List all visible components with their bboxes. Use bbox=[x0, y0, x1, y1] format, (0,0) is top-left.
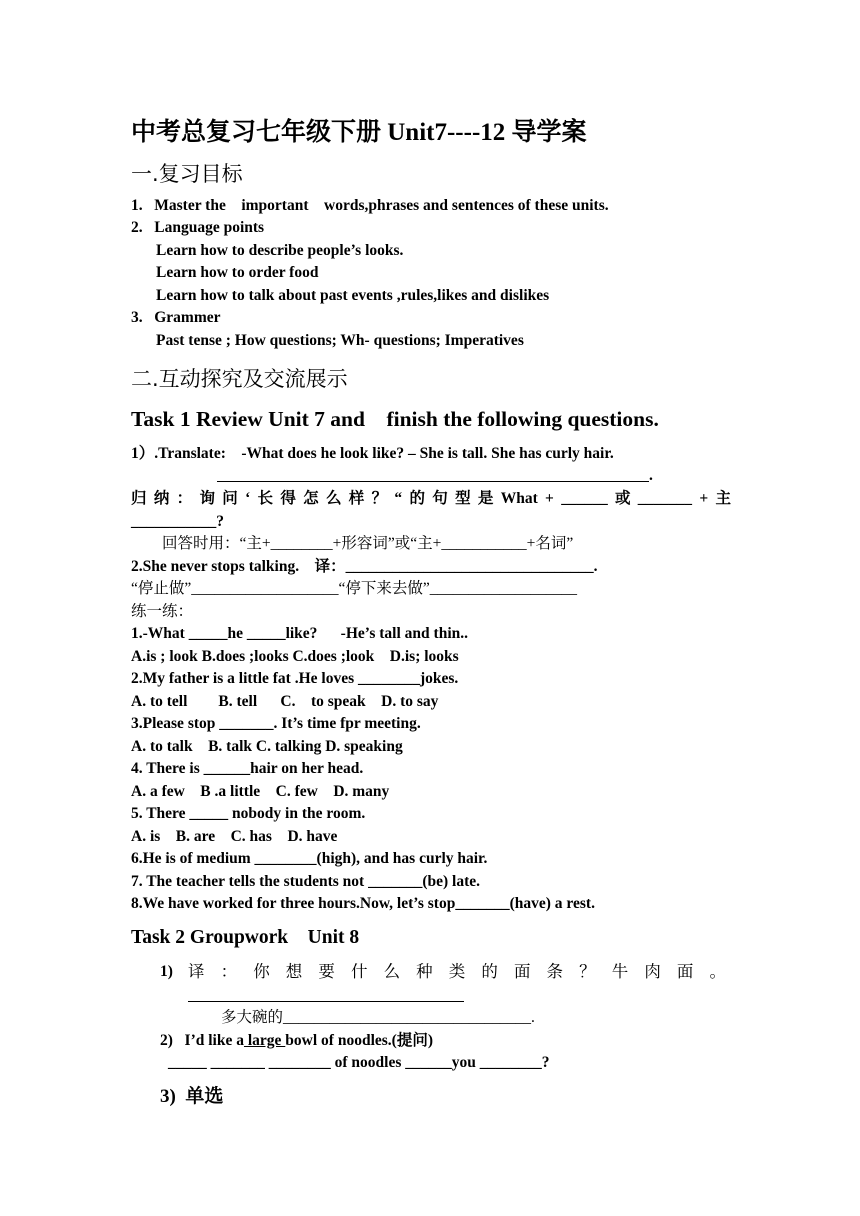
question-line: 4. There is ______hair on her head. bbox=[131, 760, 364, 777]
page-title: 中考总复习七年级下册 Unit7----12 导学案 bbox=[131, 119, 587, 146]
question-line: A. a few B .a little C. few D. many bbox=[131, 783, 390, 800]
question-line: A. to talk B. talk C. talking D. speaking bbox=[131, 738, 403, 755]
goal-line: Past tense ; How questions; Wh- questions; Imperatives bbox=[156, 332, 524, 349]
question-line: A. is B. are C. has D. have bbox=[131, 828, 338, 845]
section-heading-goals: 一.复习目标 bbox=[131, 162, 243, 186]
question-line: 8.We have worked for three hours.Now, let’s stop_______(have) a rest. bbox=[131, 895, 595, 912]
answer-blank-line bbox=[217, 481, 649, 482]
goal-line: Learn how to talk about past events ,rules,likes and dislikes bbox=[156, 287, 550, 304]
question-line: A. to tell B. tell C. to speak D. to say bbox=[131, 693, 439, 710]
task2-q3-heading: 3) 单选 bbox=[160, 1086, 224, 1107]
section-heading-interactive: 二.互动探究及交流展示 bbox=[131, 367, 348, 391]
question-line: 1.-What _____he _____like? -He’s tall and thin.. bbox=[131, 625, 468, 642]
task2-q2-line: 2) I’d like a large bowl of noodles.(提问) bbox=[160, 1032, 433, 1049]
goal-line: 1. Master the important words,phrases and sentences of these units. bbox=[131, 197, 609, 214]
task1-heading: Task 1 Review Unit 7 and finish the following questions. bbox=[131, 407, 659, 431]
goal-line: 2. Language points bbox=[131, 219, 265, 236]
goal-line: Learn how to describe people’s looks. bbox=[156, 242, 404, 259]
answer-pattern-line: 回答时用：“主+________+形容词”或“主+___________+名词” bbox=[162, 535, 574, 552]
answer-blank-line bbox=[188, 1001, 464, 1002]
question-line: 3.Please stop _______. It’s time fpr meeting. bbox=[131, 715, 421, 732]
task2-q1-line: 译 ： 你 想 要 什 么 种 类 的 面 条 ？ 牛 肉 面 。 bbox=[188, 962, 726, 981]
question-line: A.is ; look B.does ;looks C.does ;look D.is; looks bbox=[131, 648, 459, 665]
summary-line-2: ___________? bbox=[131, 513, 224, 530]
task2-q2-blanks: _____ _______ ________ of noodles ______you ________? bbox=[168, 1054, 550, 1071]
task2-heading: Task 2 Groupwork Unit 8 bbox=[131, 927, 360, 948]
question-line: 2.My father is a little fat .He loves ________jokes. bbox=[131, 670, 459, 687]
stop-doing-line: “停止做”___________________“停下来去做”___________________ bbox=[131, 580, 578, 597]
goal-line: Learn how to order food bbox=[156, 264, 319, 281]
task2-q1-line2: 多大碗的________________________________. bbox=[221, 1009, 535, 1026]
task2-q1-number: 1) bbox=[160, 963, 173, 980]
goal-line: 3. Grammer bbox=[131, 309, 221, 326]
question-line: 7. The teacher tells the students not _______(be) late. bbox=[131, 873, 481, 890]
question-line: 5. There _____ nobody in the room. bbox=[131, 805, 366, 822]
stop-talking-line: 2.She never stops talking. 译：________________________________. bbox=[131, 558, 598, 575]
translate-line-end: . bbox=[649, 467, 653, 484]
translate-line: 1）.Translate: -What does he look like? – She is tall. She has curly hair. bbox=[131, 445, 614, 462]
summary-line: 归 纳 ： 询 问 ‘ 长 得 怎 么 样 ？ “ 的 句 型 是 What + ______ 或 _______ + 主 bbox=[131, 490, 731, 507]
question-line: 6.He is of medium ________(high), and has curly hair. bbox=[131, 850, 488, 867]
practice-heading: 练一练： bbox=[131, 603, 194, 620]
